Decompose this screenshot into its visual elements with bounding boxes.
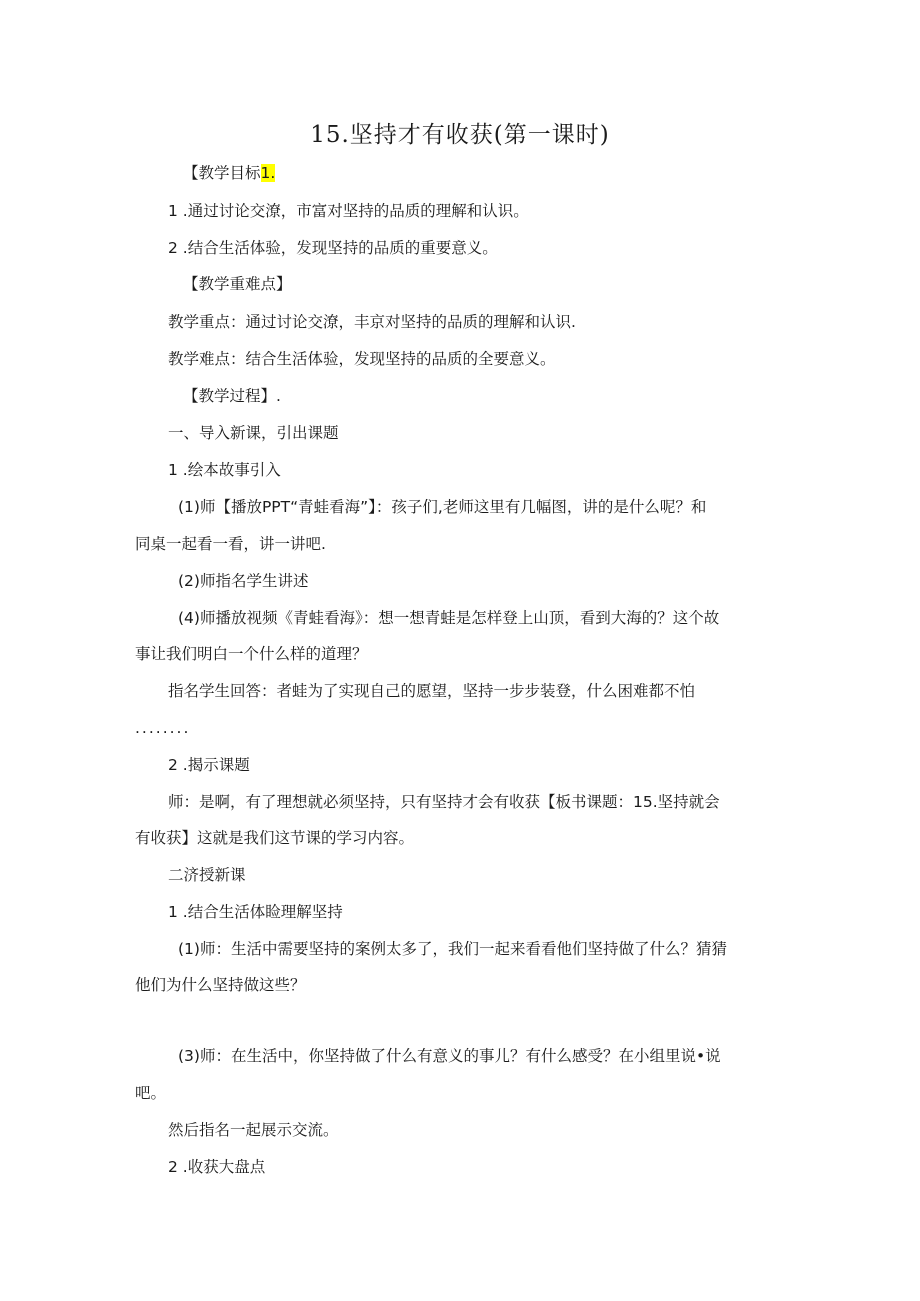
- paragraph-line: 吧。: [135, 1084, 167, 1102]
- difficulty-line: 教学难点：结合生活体验，发现坚持的品质的全要意义。: [168, 350, 556, 368]
- paragraph-line: 他们为什么坚持做这些？: [135, 976, 306, 994]
- paragraph-line: 同桌一起看一看，讲一讲吧.: [135, 535, 326, 553]
- paragraph-line: 事让我们明白一个什么样的道理？: [135, 645, 368, 663]
- subsection-2-2: 2 .收获大盘点: [168, 1158, 266, 1176]
- document-title: 15.坚持才有收获(第一课时): [310, 122, 610, 148]
- ellipsis-line: ........: [135, 719, 191, 737]
- paragraph-line: 然后指名一起展示交流。: [168, 1121, 339, 1139]
- section-heading-2: 二济授新课: [168, 866, 246, 884]
- subsection-2-1: 1 .结合生活体睑理解坚持: [168, 903, 343, 921]
- section-heading-1: 一、导入新课，引出课题: [168, 424, 339, 442]
- paragraph-line: (1)师【播放PPT“青蛙看海”】：孩子们,老师这里有几幅图，讲的是什么呢？和: [178, 498, 707, 516]
- key-point-line: 教学重点：通过讨论交潦，丰京对坚持的品质的理解和认识.: [168, 313, 576, 331]
- paragraph-line: 师：是啊，有了理想就必须坚持，只有坚持才会有收获【板书课题：15.坚持就会: [168, 793, 720, 811]
- paragraph-line: (2)师指名学生讲述: [178, 572, 309, 590]
- paragraph-line: 有收获】这就是我们这节课的学习内容。: [135, 829, 415, 847]
- paragraph-line: (4)师播放视频《青蛙看海》：想一想青蛙是怎样登上山顶，看到大海的？这个故: [178, 609, 720, 627]
- paragraph-line: (1)师：生活中需要坚持的案例太多了，我们一起来看看他们坚持做了什么？猜猜: [178, 940, 727, 958]
- subsection-1-1: 1 .绘本故事引入: [168, 461, 281, 479]
- process-heading: 【教学过程】.: [183, 387, 281, 405]
- key-points-heading: 【教学重难点】: [183, 275, 292, 293]
- subsection-1-2: 2 .揭示课题: [168, 756, 250, 774]
- goal-item-2: 2 .结合生活体验，发现坚持的品质的重要意义。: [168, 239, 498, 257]
- goal-heading: [183, 162, 275, 184]
- paragraph-line: (3)师：在生活中，你坚持做了什么有意义的事儿？有什么感受？在小组里说•说: [178, 1047, 721, 1065]
- goal-heading-highlight: 1.: [260, 164, 276, 182]
- goal-heading-text: 【教学目标: [183, 164, 261, 182]
- paragraph-line: 指名学生回答：者蛙为了实现自己的愿望，坚持一步步装登，什么困难都不怕: [168, 682, 696, 700]
- goal-item-1: 1 .通过讨论交潦，市富对坚持的品质的理解和认识。: [168, 202, 529, 220]
